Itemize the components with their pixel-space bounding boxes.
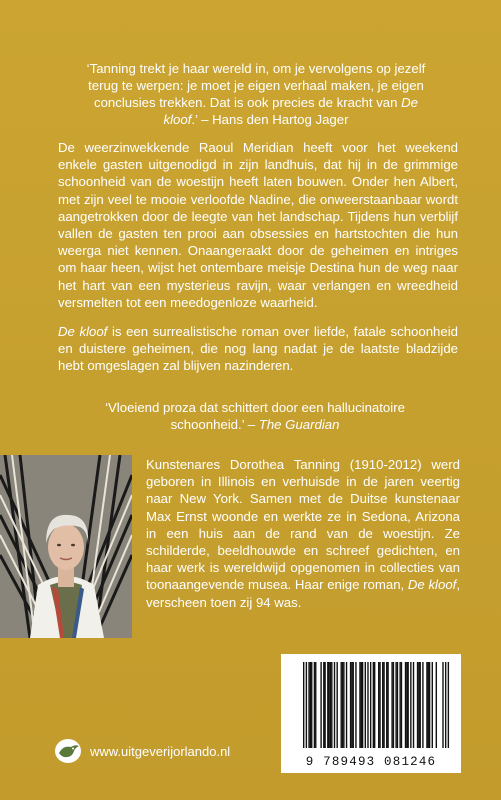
barcode-bar [387, 662, 388, 748]
barcode-bar [359, 662, 360, 748]
barcode-bar [365, 662, 366, 748]
review-quote-top [76, 60, 436, 128]
barcode-bar [324, 662, 325, 748]
barcode-bar [386, 662, 387, 748]
bird-logo-icon [54, 738, 82, 764]
barcode-bar [442, 662, 443, 748]
barcode-bar [328, 662, 329, 748]
barcode-bar [361, 662, 362, 748]
quote-book-title: De kloof [163, 95, 418, 127]
review-quote-guardian [70, 399, 440, 433]
barcode-bar [379, 662, 380, 748]
isbn-barcode [281, 654, 461, 773]
barcode-bar [448, 662, 449, 748]
barcode-bar [417, 662, 418, 748]
barcode-bar [397, 662, 398, 748]
barcode-bar [334, 662, 335, 748]
barcode-bar [303, 662, 304, 748]
barcode-bar [410, 662, 411, 748]
barcode-bar [370, 662, 371, 748]
barcode-bar [353, 662, 354, 748]
barcode-bar [373, 662, 374, 748]
barcode-bar [420, 662, 421, 748]
author-bio [146, 456, 460, 611]
barcode-bar [391, 662, 392, 748]
barcode-bar [374, 662, 375, 748]
barcode-bar [429, 662, 430, 748]
barcode-bar [306, 662, 307, 748]
barcode-bar [330, 662, 331, 748]
barcode-bar [351, 662, 352, 748]
barcode-bar [406, 662, 407, 748]
barcode-bar [399, 662, 400, 748]
barcode-bar [436, 662, 437, 748]
guardian-quote-source: The Guardian [258, 417, 340, 432]
barcode-bar [418, 662, 419, 748]
bio-book-title: De kloof [407, 577, 457, 593]
barcode-bar [327, 662, 328, 748]
quote-text: ‘Tanning trekt je haar wereld in, om je vervolgens op jezelf terug te werpen: je moet je eigen verhaal maken, je eigen conclusies trekken. Dat is ook precies de kracht van [86, 61, 426, 110]
barcode-bar [323, 662, 324, 748]
barcode-bar [331, 662, 332, 748]
barcode-bar [341, 662, 342, 748]
publisher-info [54, 736, 230, 766]
author-photo [0, 455, 132, 638]
barcode-bar [336, 662, 337, 748]
barcode-bar [367, 662, 368, 748]
barcode-bar [428, 662, 429, 748]
barcode-bar [426, 662, 427, 748]
barcode-bar [445, 662, 446, 748]
barcode-bar [311, 662, 312, 748]
barcode-bar [382, 662, 383, 748]
barcode-bar [308, 662, 309, 748]
barcode-bar [401, 662, 402, 748]
barcode-bar [413, 662, 414, 748]
barcode-bars [281, 654, 461, 754]
barcode-bar [378, 662, 379, 748]
barcode-bar [342, 662, 343, 748]
quote-attribution: .’ – Hans den Hartog Jager [191, 112, 349, 127]
guardian-quote-text: ‘Vloeiend proza dat schittert door een hallucinatoire schoonheid.’ – [105, 400, 405, 432]
barcode-bar [383, 662, 384, 748]
barcode-bar [346, 662, 347, 748]
barcode-bar [314, 662, 315, 748]
barcode-bar [350, 662, 351, 748]
barcode-bar [407, 662, 408, 748]
barcode-bar [315, 662, 316, 748]
isbn-digits: 9 789493 081246 [305, 755, 437, 769]
barcode-bar [355, 662, 356, 748]
barcode-bar [320, 662, 321, 748]
barcode-bar [343, 662, 344, 748]
bio-text: Kunstenares Dorothea Tanning (1910-2012) werd geboren in Illinois en verhuisde in de jaren veertig naar New York. Samen met de Duitse kunstenaar Max Ernst woonde en werkte ze in Sedona, Arizona in een huis aan de rand van de woestijn. Ze schilderde, beeldhouwde en schreef gedichten, en haar werk is wereldwijd opgenomen in collecties van toonaangevende musea. Haar enige roman, [146, 457, 460, 593]
bio-text-end: , verscheen toen zij 94 was. [146, 577, 460, 610]
barcode-bar [422, 662, 423, 748]
barcode-bar [432, 662, 433, 748]
blurb-paragraph-1: De weerzinwekkende Raoul Meridian heeft voor het weekend enkele gasten uitgenodigd in zijn landhuis, dat hij in de grimmige schoonheid van de woestijn heeft laten bouwen. Onder hen Albert, met zijn veel te mooie verloofde Nadine, die onweerstaanbaar wordt aangetrokken door de leegte van het landschap. Tijdens hun verblijf vallen de gasten ten prooi aan obsessies en hartstochten die hun weerga niet kennen. Onaangeraakt door de geheimen en intriges om haar heen, wijst het ontembare meisje Destina hun de weg naar het hart van een mysterieus ravijn, waar verlangen en wreedheid versmelten tot een meedogenloze waarheid. [58, 140, 458, 310]
publisher-url[interactable]: www.uitgeverijorlando.nl [90, 743, 231, 759]
blurb-paragraph-2-text: is een surrealistische roman over liefde, fatale schoonheid en duistere geheimen, die nog lang nadat je de laatste bladzijde hebt omgeslagen zal blijven nazinderen. [58, 324, 458, 374]
barcode-bar [405, 662, 406, 748]
barcode-bar [393, 662, 394, 748]
blurb-paragraph-2 [58, 323, 458, 375]
barcode-bar [362, 662, 363, 748]
barcode-bar [395, 662, 396, 748]
book-blurb [58, 139, 458, 387]
barcode-bar [310, 662, 311, 748]
blurb-book-title: De kloof [58, 324, 108, 340]
